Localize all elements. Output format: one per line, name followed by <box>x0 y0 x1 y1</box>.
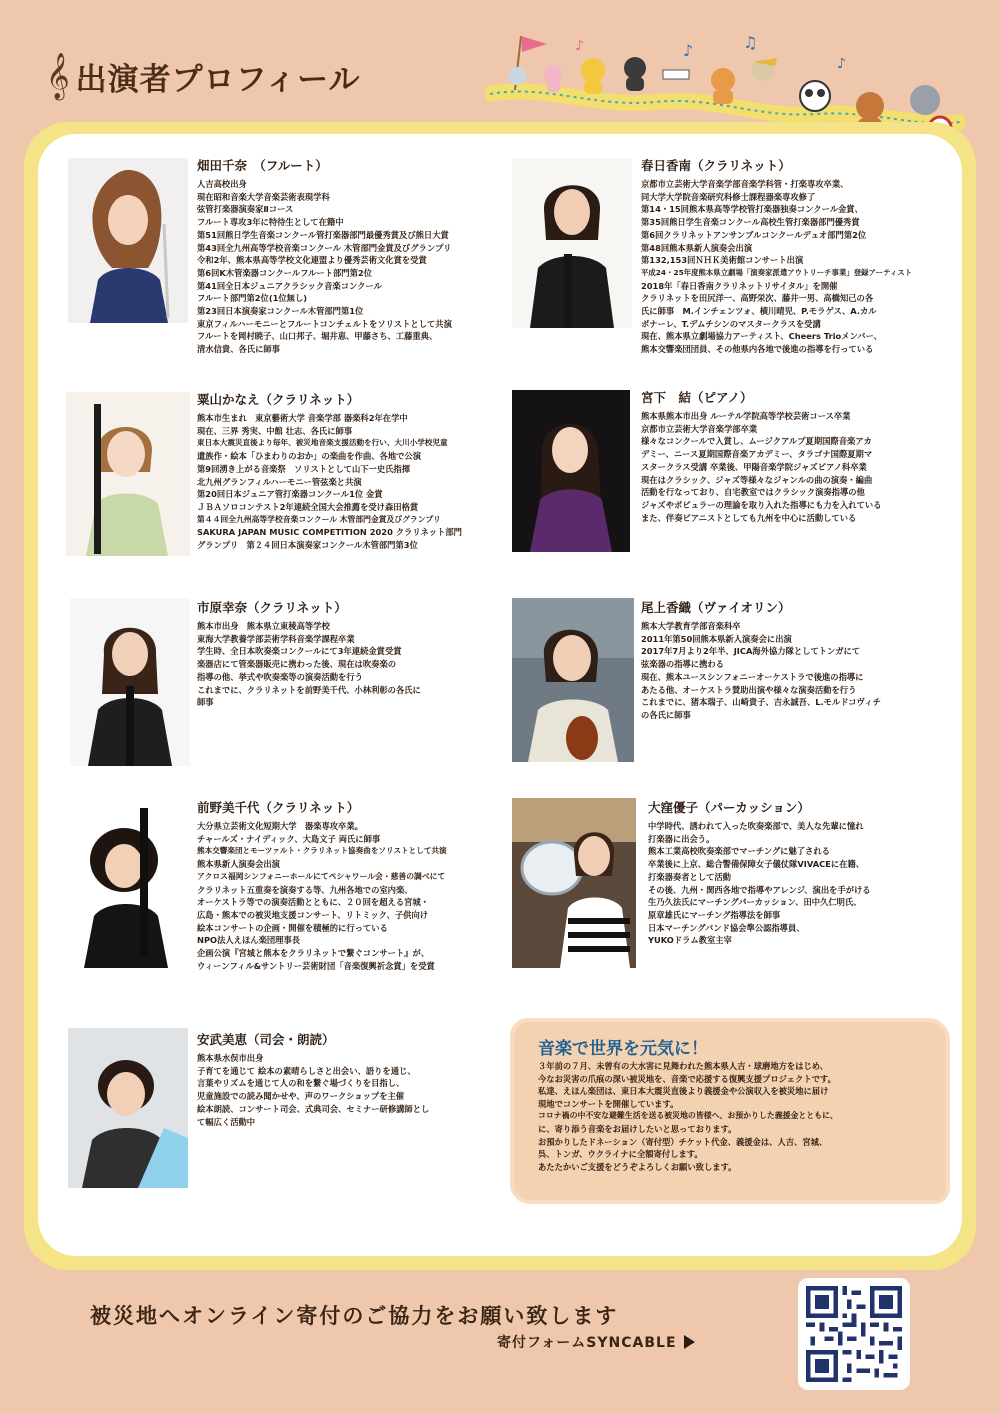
profile-line: SAKURA JAPAN MUSIC COMPETITION 2020 クラリネット部門 <box>197 527 462 538</box>
profile-line: 2011年第50回熊本県新人演奏会に出演 <box>641 633 792 644</box>
profile-card <box>641 598 947 722</box>
message-line: お預かりしたドネーション（寄付型）チケット代金、義援金は、人吉、宮城、 <box>538 1136 828 1147</box>
message-body <box>538 1060 938 1173</box>
profile-line: 京都市立芸術大学音楽学部卒業 <box>641 423 758 434</box>
profile-line: フルート部門第2位(1位無し) <box>197 293 308 304</box>
profile-line: 指導の他、挙式や吹奏楽等の演奏活動を行う <box>197 671 363 682</box>
profile-line: 第14・15回熊本県高等学校管打楽器独奏コンクール金賞、 <box>641 204 863 215</box>
profile-line: クラリネット五重奏を演奏する等、九州各地での室内楽、 <box>197 884 413 895</box>
profile-photo <box>512 798 636 968</box>
profile-line: 子育てを通じて 絵本の素晴らしさと出会い、語りを通じ、 <box>197 1065 416 1076</box>
profile-line: 児童施設での読み聞かせや、声のワークショップを主催 <box>197 1091 405 1102</box>
profile-line: て幅広く活動中 <box>197 1116 256 1127</box>
profile-line: フルート専攻3年に特待生として在籍中 <box>197 217 344 228</box>
profile-line: アクロス福岡シンフォニーホールにてペシャワール会・慈善の調べにて <box>197 871 446 881</box>
profile-name: 安武美恵（司会・朗読） <box>197 1032 335 1047</box>
profile-line: 第35回熊日学生音楽コンクール高校生管打楽器部門優秀賞 <box>641 217 860 228</box>
profile-card <box>641 156 947 356</box>
profile-line: スタークラス受講 卒業後、甲陽音楽学院ジャズピアノ科卒業 <box>641 461 867 472</box>
profile-line: 楽器店にて管楽器販売に携わった後、現在は吹奏楽の <box>197 659 397 670</box>
profile-line: ジャズやポピュラーの理論を取り入れた指導にも力を入れている <box>641 499 882 510</box>
svg-text:♪: ♪ <box>575 38 584 54</box>
profile-line: 熊本市生まれ 東京藝術大学 音楽学部 器楽科2年在学中 <box>197 413 408 423</box>
profile-line: 清水信貴、各氏に師事 <box>197 344 280 355</box>
profile-line: 氏に師事 M.インチェンツォ、横川晴児、P.モラゲス、A.カル <box>641 306 877 317</box>
profile-line: 絵本コンサートの企画・開催を積極的に行っている <box>197 922 388 933</box>
profile-line: 学生時、全日本吹奏楽コンクールにて3年連続金賞受賞 <box>197 646 402 657</box>
message-line: 私達、えほん楽団は、東日本大震災直後より義援金や公演収入を被災地に届け <box>538 1086 829 1097</box>
message-line: 今なお災害の爪痕の深い被災地を、音楽で応援する復興支援プロジェクトです。 <box>538 1073 836 1084</box>
profile-bio <box>197 820 497 972</box>
profile-bio <box>641 178 947 356</box>
profile-line: 第20回日本ジュニア管打楽器コンクール1位 金賞 <box>197 489 383 500</box>
profile-photo <box>66 392 190 556</box>
profile-line: 東日本大震災直後より毎年、被災地音楽支援活動を行い、大川小学校児童 <box>197 438 448 448</box>
profile-line: 第４４回全九州高等学校音楽コンクール 木管部門金賞及びグランプリ <box>197 514 441 524</box>
profile-line: 北九州グランフィルハーモニー管弦楽と共演 <box>197 476 362 487</box>
profile-bio <box>641 410 947 524</box>
qr-code-icon[interactable] <box>798 1278 910 1390</box>
profile-photo <box>512 598 634 762</box>
profile-line: また、伴奏ピアニストとしても九州を中心に活動している <box>641 512 857 523</box>
profile-line: 現在はクラシック、ジャズ等様々なジャンルの曲の演奏・編曲 <box>641 474 873 485</box>
profile-line: 熊本県水俣市出身 <box>197 1053 264 1063</box>
profile-line: 人吉高校出身 <box>197 179 247 189</box>
message-line: コロナ禍の中不安な避難生活を送る被災地の皆様へ、お預かりした義援金とともに、 <box>538 1111 838 1121</box>
profile-line: 第23回日本演奏家コンクール木管部門第1位 <box>197 306 364 317</box>
message-box <box>514 1022 946 1200</box>
message-line: 呉、トンガ、ウクライナに全額寄付します。 <box>538 1149 703 1160</box>
profile-line: YUKOドラム教室主宰 <box>648 935 732 946</box>
profile-line: 現在、熊本ユースシンフォニーオーケストラで後進の指導に <box>641 671 864 682</box>
profile-line: の各氏に師事 <box>641 709 691 720</box>
profile-line: 企画公演『宮城と熊本をクラリネットで繋ぐコンサート』が、 <box>197 948 430 959</box>
profile-photo <box>70 598 190 766</box>
svg-text:♪: ♪ <box>683 41 694 60</box>
profile-line: グランプリ 第２４回日本演奏家コンクール木管部門第3位 <box>197 540 418 551</box>
profile-bio <box>197 178 497 356</box>
message-line: 現地でコンサートを開催しています。 <box>538 1098 679 1109</box>
profile-line: 様々なコンクールで入賞し、ムージクアルプ夏期国際音楽アカ <box>641 436 872 447</box>
profile-line: NPO法人えほん楽団理事長 <box>197 935 301 946</box>
profile-line: 現在、三界 秀実、中館 壮志、各氏に師事 <box>197 425 353 436</box>
profile-line: 2017年7月より2年半、JICA海外協力隊としてトンガにて <box>641 646 861 657</box>
profile-line: 活動を行なっており、自宅教室ではクラシック演奏指導の他 <box>641 487 865 498</box>
donation-heading: 被災地へオンライン寄付のご協力をお願い致します <box>90 1304 619 1328</box>
profile-line: 第6回クラリネットアンサンブルコンクールデュオ部門第2位 <box>641 229 867 240</box>
profile-bio <box>197 620 497 709</box>
profile-line: 第6回K木管楽器コンクールフルート部門第2位 <box>197 267 372 278</box>
profile-line: 第132,153回ＮＨＫ美術館コンサート出演 <box>641 255 804 266</box>
profile-line: 第9回湧き上がる音楽祭 ソリストとして山下一史氏指揮 <box>197 463 411 474</box>
profile-line: 平成24・25年度熊本県立劇場「演奏家派遣アウトリーチ事業」登録アーティスト <box>641 267 913 277</box>
profile-line: 遺族作・絵本「ひまわりのおか」の楽曲を作曲、各地で公演 <box>197 451 422 462</box>
message-line: に、寄り添う音楽をお届けしたいと思っております。 <box>538 1123 737 1134</box>
profile-line: 熊本大学教育学部音楽科卒 <box>641 621 741 631</box>
profile-card <box>648 798 948 947</box>
profile-line: 師事 <box>197 697 214 708</box>
profile-line: クラリネットを田尻洋一、高野栄次、藤井一男、高橋知己の各 <box>641 293 874 304</box>
profile-name: 尾上香織（ヴァイオリン） <box>641 600 791 615</box>
profile-line: 熊本交響楽団団員、その他県内各地で後進の指導を行っている <box>641 344 874 355</box>
profile-photo <box>512 158 632 328</box>
profile-photo <box>68 798 188 968</box>
profile-card <box>197 798 497 972</box>
profile-bio <box>197 412 497 552</box>
profile-line: 東海大学教養学部芸術学科音楽学課程卒業 <box>197 633 355 644</box>
svg-text:♪: ♪ <box>837 56 846 72</box>
profile-card <box>641 388 947 524</box>
profile-line: 卒業後に上京、総合警備保障女子儀仗隊VIVACEに在籍、 <box>648 859 865 870</box>
profile-line: 熊本県新人演奏会出演 <box>197 859 280 870</box>
profile-line: 第51回熊日学生音楽コンクール管打楽器部門最優秀賞及び熊日大賞 <box>197 229 449 240</box>
profile-line: 第43回全九州高等学校音楽コンクール 木管部門金賞及びグランプリ <box>197 242 452 253</box>
profile-line: 東京フィルハーモニーとフルートコンチェルトをソリストとして共演 <box>197 318 452 329</box>
profile-line: これまでに、猪本瑞子、山崎貴子、吉永誠吾、L.モルドコヴィチ <box>641 697 881 708</box>
profile-line: 2018年「春日香南クラリネットリサイタル」を開催 <box>641 280 838 291</box>
triangle-right-icon <box>684 1335 695 1349</box>
profile-photo <box>68 158 188 323</box>
donation-form-link[interactable] <box>497 1332 695 1352</box>
profile-line: 大分県立芸術文化短期大学 器楽専攻卒業。 <box>197 821 363 831</box>
profile-line: 広島・熊本での被災地支援コンサート、リトミック、子供向け <box>197 909 429 920</box>
treble-clef-icon: 𝄞 <box>46 53 70 99</box>
message-line: あたたかいご支援をどうぞよろしくお願い致します。 <box>538 1161 737 1172</box>
profile-line: 打楽器に出会う。 <box>648 833 715 844</box>
profile-photo <box>68 1028 188 1188</box>
profile-bio <box>197 1052 497 1128</box>
profile-name: 市原幸奈（クラリネット） <box>197 600 347 615</box>
profile-line: デミー、ニース夏期国際音楽アカデミー、タラゴナ国際夏期マ <box>641 449 873 460</box>
profile-line: 弦管打楽器演奏家Ⅱコース <box>197 204 294 215</box>
profile-line: 中学時代、誘われて入った吹奏楽部で、美人な先輩に憧れ <box>648 821 864 831</box>
page-title: 出演者プロフィール <box>75 61 361 98</box>
profile-line: 熊本県熊本市出身 ルーテル学院高等学校芸術コース卒業 <box>641 411 851 421</box>
profile-line: 令和2年、熊本県高等学校文化連盟より優秀芸術文化賞を受賞 <box>197 255 427 266</box>
profile-line: チャールズ・ナイディック、大島文子 両氏に師事 <box>197 833 381 844</box>
profile-card <box>197 598 497 709</box>
profile-name: 春日香南（クラリネット） <box>641 158 791 173</box>
profile-card <box>197 1030 497 1128</box>
profile-line: ＪＢＡソロコンテスト2年連続全国大会推薦を受け森田格賞 <box>197 501 419 512</box>
profile-line: 熊本市出身 熊本県立東稜高等学校 <box>197 621 330 631</box>
profile-name: 畑田千奈 （フルート） <box>197 158 328 173</box>
message-title: 音楽で世界を元気に！ <box>538 1039 708 1059</box>
profile-line: 原章雄氏にマーチング指導法を師事 <box>648 909 781 920</box>
profile-line: 第41回全日本ジュニアクラシック音楽コンクール <box>197 280 382 291</box>
profile-line: 同大学大学院音楽研究科修士課程器楽専攻修了 <box>641 191 816 202</box>
profile-bio <box>648 820 948 947</box>
profile-card <box>197 390 497 552</box>
profile-card <box>197 156 497 356</box>
svg-text:♫: ♫ <box>743 33 758 52</box>
profile-name: 粟山かなえ（クラリネット） <box>197 392 360 407</box>
profile-line: ボナーレ、T.デムチシンのマスタークラスを受講 <box>641 318 821 329</box>
donation-form-label: 寄付フォームSYNCABLE <box>497 1335 677 1351</box>
profile-line: 弦楽器の指導に携わる <box>641 659 724 670</box>
profile-bio <box>641 620 947 722</box>
profile-line: 現在昭和音楽大学音楽芸術表現学科 <box>197 191 330 202</box>
profile-line: 第48回熊本県新人演奏会出演 <box>641 242 753 253</box>
profile-line: 現在、熊本県立劇場協力アーティスト、Cheers Trioメンバー、 <box>641 331 882 342</box>
page-header <box>46 52 361 100</box>
profile-line: その後、九州・関西各地で指導やアレンジ、演出を手がける <box>648 884 871 895</box>
profile-name: 宮下 結（ピアノ） <box>641 390 753 405</box>
profile-line: 日本マーチングバンド協会準公認指導員、 <box>648 922 805 933</box>
profile-name: 前野美千代（クラリネット） <box>197 800 360 815</box>
profile-line: フルートを岡村暁子、山口邦子、堀井恵、甲藤さち、工藤重典、 <box>197 331 438 342</box>
profile-line: 熊本工業高校吹奏楽部でマーチングに魅了される <box>648 846 830 857</box>
profile-line: 絵本朗読、コンサート司会、式典司会、セミナー研修講師とし <box>197 1103 430 1114</box>
message-line: ３年前の７月、未曾有の大水害に見舞われた熊本県人吉・球磨地方をはじめ、 <box>538 1061 829 1071</box>
profile-line: 生乃久法氏にマーチングパーカッション、田中久仁明氏、 <box>648 897 862 908</box>
profile-photo <box>512 390 630 552</box>
profile-line: これまでに、クラリネットを前野美千代、小林利彰の各氏に <box>197 684 421 695</box>
profile-line: 打楽器奏者として活動 <box>648 871 731 882</box>
profile-name: 大窪優子（パーカッション） <box>648 800 810 815</box>
profile-line: あたる他、オーケストラ賛助出演や様々な演奏活動を行う <box>641 684 857 695</box>
profile-line: オーケストラ等での演奏活動とともに、２０回を超える宮城・ <box>197 897 429 908</box>
profile-line: 京都市立芸術大学音楽学部音楽学科管・打楽専攻卒業、 <box>641 179 849 189</box>
profile-line: 熊本交響楽団とモーツァルト・クラリネット協奏曲をソリストとして共演 <box>197 846 447 856</box>
profile-line: 言葉やリズムを通じて人の和を繋ぐ場づくりを目指し、 <box>197 1078 405 1089</box>
profile-line: ウィーンフィル&サントリー芸術財団「音楽復興祈念賞」を受賞 <box>197 960 435 971</box>
